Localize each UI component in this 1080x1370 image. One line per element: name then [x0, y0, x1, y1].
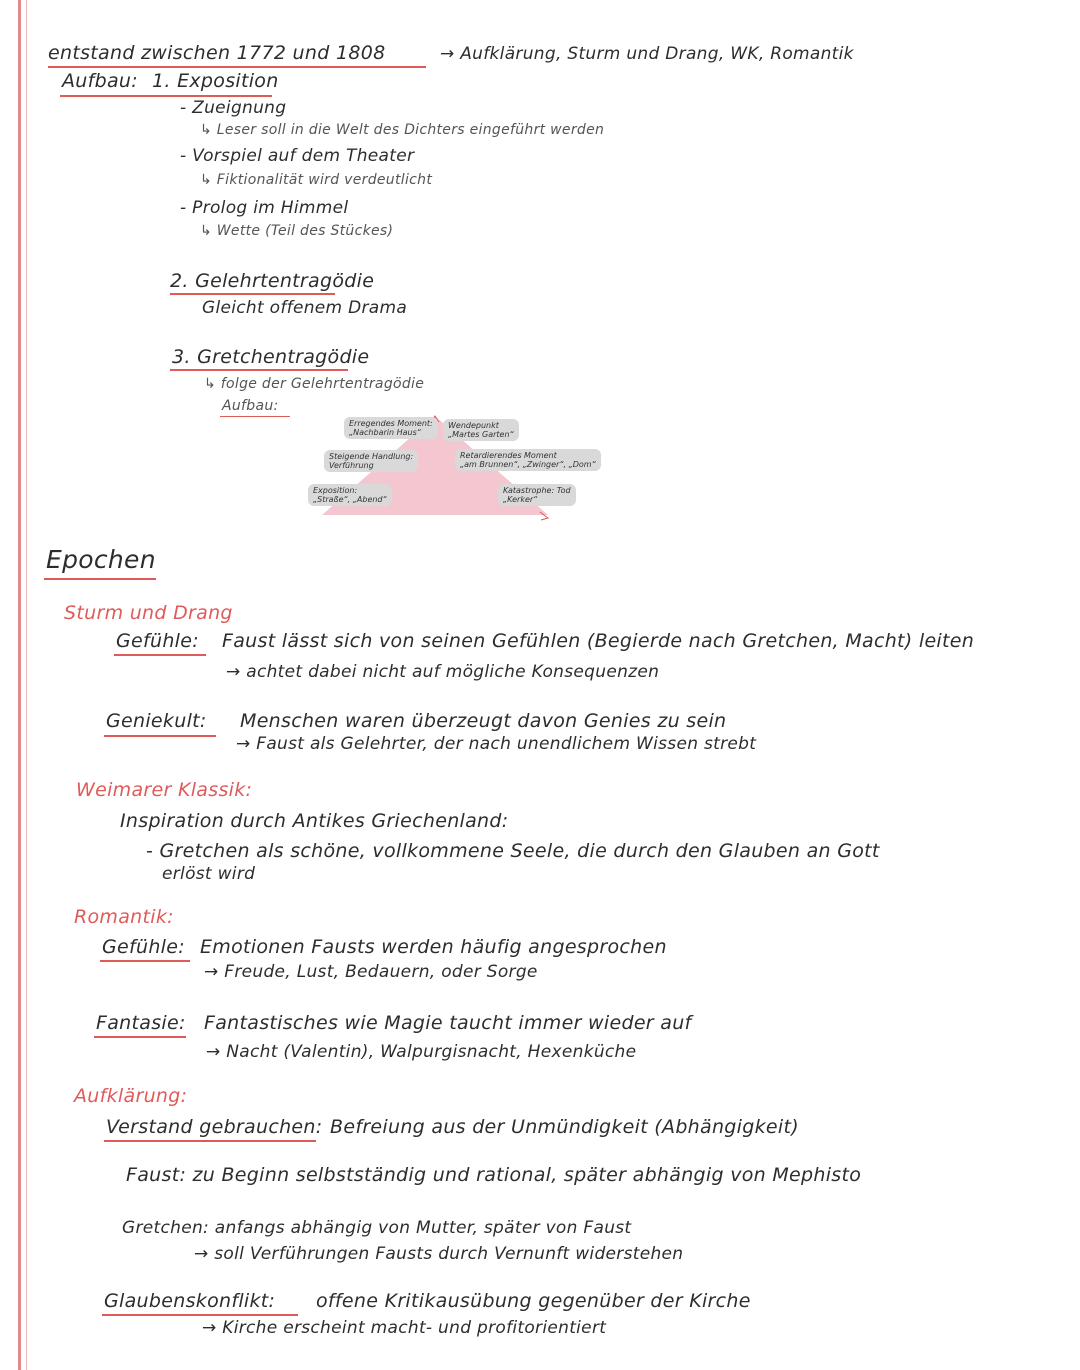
- zueignung-note: ↳ Leser soll in die Welt des Dichters eingeführt werden: [200, 122, 605, 138]
- aufklaerung-verstand-text: Befreiung aus der Unmündigkeit (Abhängigkeit): [330, 1116, 799, 1138]
- romantik-gefuehle-arrow: → Freude, Lust, Bedauern, oder Sorge: [204, 962, 538, 982]
- romantik-fantasie-text: Fantastisches wie Magie taucht immer wieder auf: [204, 1012, 692, 1034]
- sturm-gefuehle-label: Gefühle:: [116, 630, 199, 652]
- sturm-gefuehle-text: Faust lässt sich von seinen Gefühlen (Begierde nach Gretchen, Macht) leiten: [222, 630, 975, 652]
- aufklaerung-gretchen: Gretchen: anfangs abhängig von Mutter, später von Faust: [122, 1218, 632, 1238]
- page-margin-line-secondary: [26, 0, 27, 1370]
- aufklaerung-title: Aufklärung:: [74, 1085, 188, 1107]
- romantik-fantasie-underline: [94, 1036, 186, 1038]
- zueignung: - Zueignung: [180, 98, 287, 118]
- page-margin-line: [18, 0, 21, 1370]
- aufklaerung-glauben-text: offene Kritikausübung gegenüber der Kirche: [316, 1290, 751, 1312]
- vorspiel-note: ↳ Fiktionalität wird verdeutlicht: [200, 172, 433, 188]
- romantik-title: Romantik:: [74, 906, 174, 928]
- part1-exposition: 1. Exposition: [152, 70, 279, 92]
- aufklaerung-faust: Faust: zu Beginn selbstständig und rational, später abhängig von Mephisto: [126, 1164, 862, 1186]
- part3-gretchentragoedie: 3. Gretchentragödie: [172, 346, 370, 368]
- sturm-geniekult-underline: [104, 735, 216, 737]
- pyramid-exposition: Exposition: „Straße“, „Abend“: [308, 484, 392, 506]
- klassik-title: Weimarer Klassik:: [76, 779, 253, 801]
- part3-note: ↳ folge der Gelehrtentragödie: [204, 376, 425, 392]
- pyramid-steigende-handlung: Steigende Handlung: Verführung: [324, 450, 418, 472]
- aufklaerung-glauben-label: Glaubenskonflikt:: [104, 1290, 276, 1312]
- vorspiel: - Vorspiel auf dem Theater: [180, 146, 415, 166]
- part3-aufbau: Aufbau:: [222, 398, 279, 414]
- klassik-line3: erlöst wird: [162, 864, 256, 884]
- romantik-gefuehle-underline: [100, 960, 190, 962]
- sturm-gefuehle-underline: [114, 654, 206, 656]
- prolog-note: ↳ Wette (Teil des Stückes): [200, 223, 394, 239]
- pyramid-erregendes-moment: Erregendes Moment: „Nachbarin Haus“: [344, 417, 438, 439]
- part3-aufbau-underline: [220, 416, 290, 417]
- aufklaerung-verstand-label: Verstand gebrauchen:: [106, 1116, 323, 1138]
- sturm-geniekult-arrow: → Faust als Gelehrter, der nach unendlichem Wissen strebt: [236, 734, 757, 754]
- aufklaerung-glauben-arrow: → Kirche erscheint macht- und profitorientiert: [202, 1318, 607, 1338]
- pyramid-wendepunkt: Wendepunkt „Martes Garten“: [443, 419, 519, 441]
- klassik-line2: - Gretchen als schöne, vollkommene Seele, die durch den Glauben an Gott: [146, 840, 880, 862]
- aufklaerung-glauben-underline: [102, 1314, 298, 1316]
- romantik-fantasie-label: Fantasie:: [96, 1012, 186, 1034]
- klassik-line1: Inspiration durch Antikes Griechenland:: [120, 810, 509, 832]
- romantik-gefuehle-label: Gefühle:: [102, 936, 185, 958]
- freytag-pyramid: [300, 412, 596, 522]
- romantik-gefuehle-text: Emotionen Fausts werden häufig angesprochen: [200, 936, 667, 958]
- pyramid-katastrophe: Katastrophe: Tod „Kerker“: [498, 484, 576, 506]
- origin-text: entstand zwischen 1772 und 1808: [48, 42, 386, 64]
- part3-underline: [170, 369, 348, 371]
- romantik-fantasie-arrow: → Nacht (Valentin), Walpurgisnacht, Hexenküche: [206, 1042, 637, 1062]
- origin-epochs: → Aufklärung, Sturm und Drang, WK, Romantik: [440, 44, 854, 64]
- part2-gelehrtentragoedie: 2. Gelehrtentragödie: [170, 270, 375, 292]
- sturm-geniekult-label: Geniekult:: [106, 710, 207, 732]
- prolog: - Prolog im Himmel: [180, 198, 349, 218]
- part2-note: Gleicht offenem Drama: [202, 298, 408, 318]
- epochen-heading: Epochen: [46, 545, 156, 574]
- pyramid-retardierendes-moment: Retardierendes Moment „am Brunnen“, „Zwinger“, „Dom“: [455, 449, 601, 471]
- aufklaerung-gretchen-arrow: → soll Verführungen Fausts durch Vernunft widerstehen: [194, 1244, 684, 1264]
- sturm-geniekult-text: Menschen waren überzeugt davon Genies zu sein: [240, 710, 727, 732]
- aufklaerung-verstand-underline: [104, 1140, 316, 1142]
- origin-underline: [48, 66, 426, 68]
- aufbau-label: Aufbau:: [62, 70, 138, 92]
- sturm-gefuehle-arrow: → achtet dabei nicht auf mögliche Konsequenzen: [226, 662, 660, 682]
- aufbau-underline: [60, 95, 272, 97]
- epochen-underline: [44, 578, 156, 580]
- sturm-und-drang-title: Sturm und Drang: [64, 602, 233, 624]
- part2-underline: [170, 293, 335, 295]
